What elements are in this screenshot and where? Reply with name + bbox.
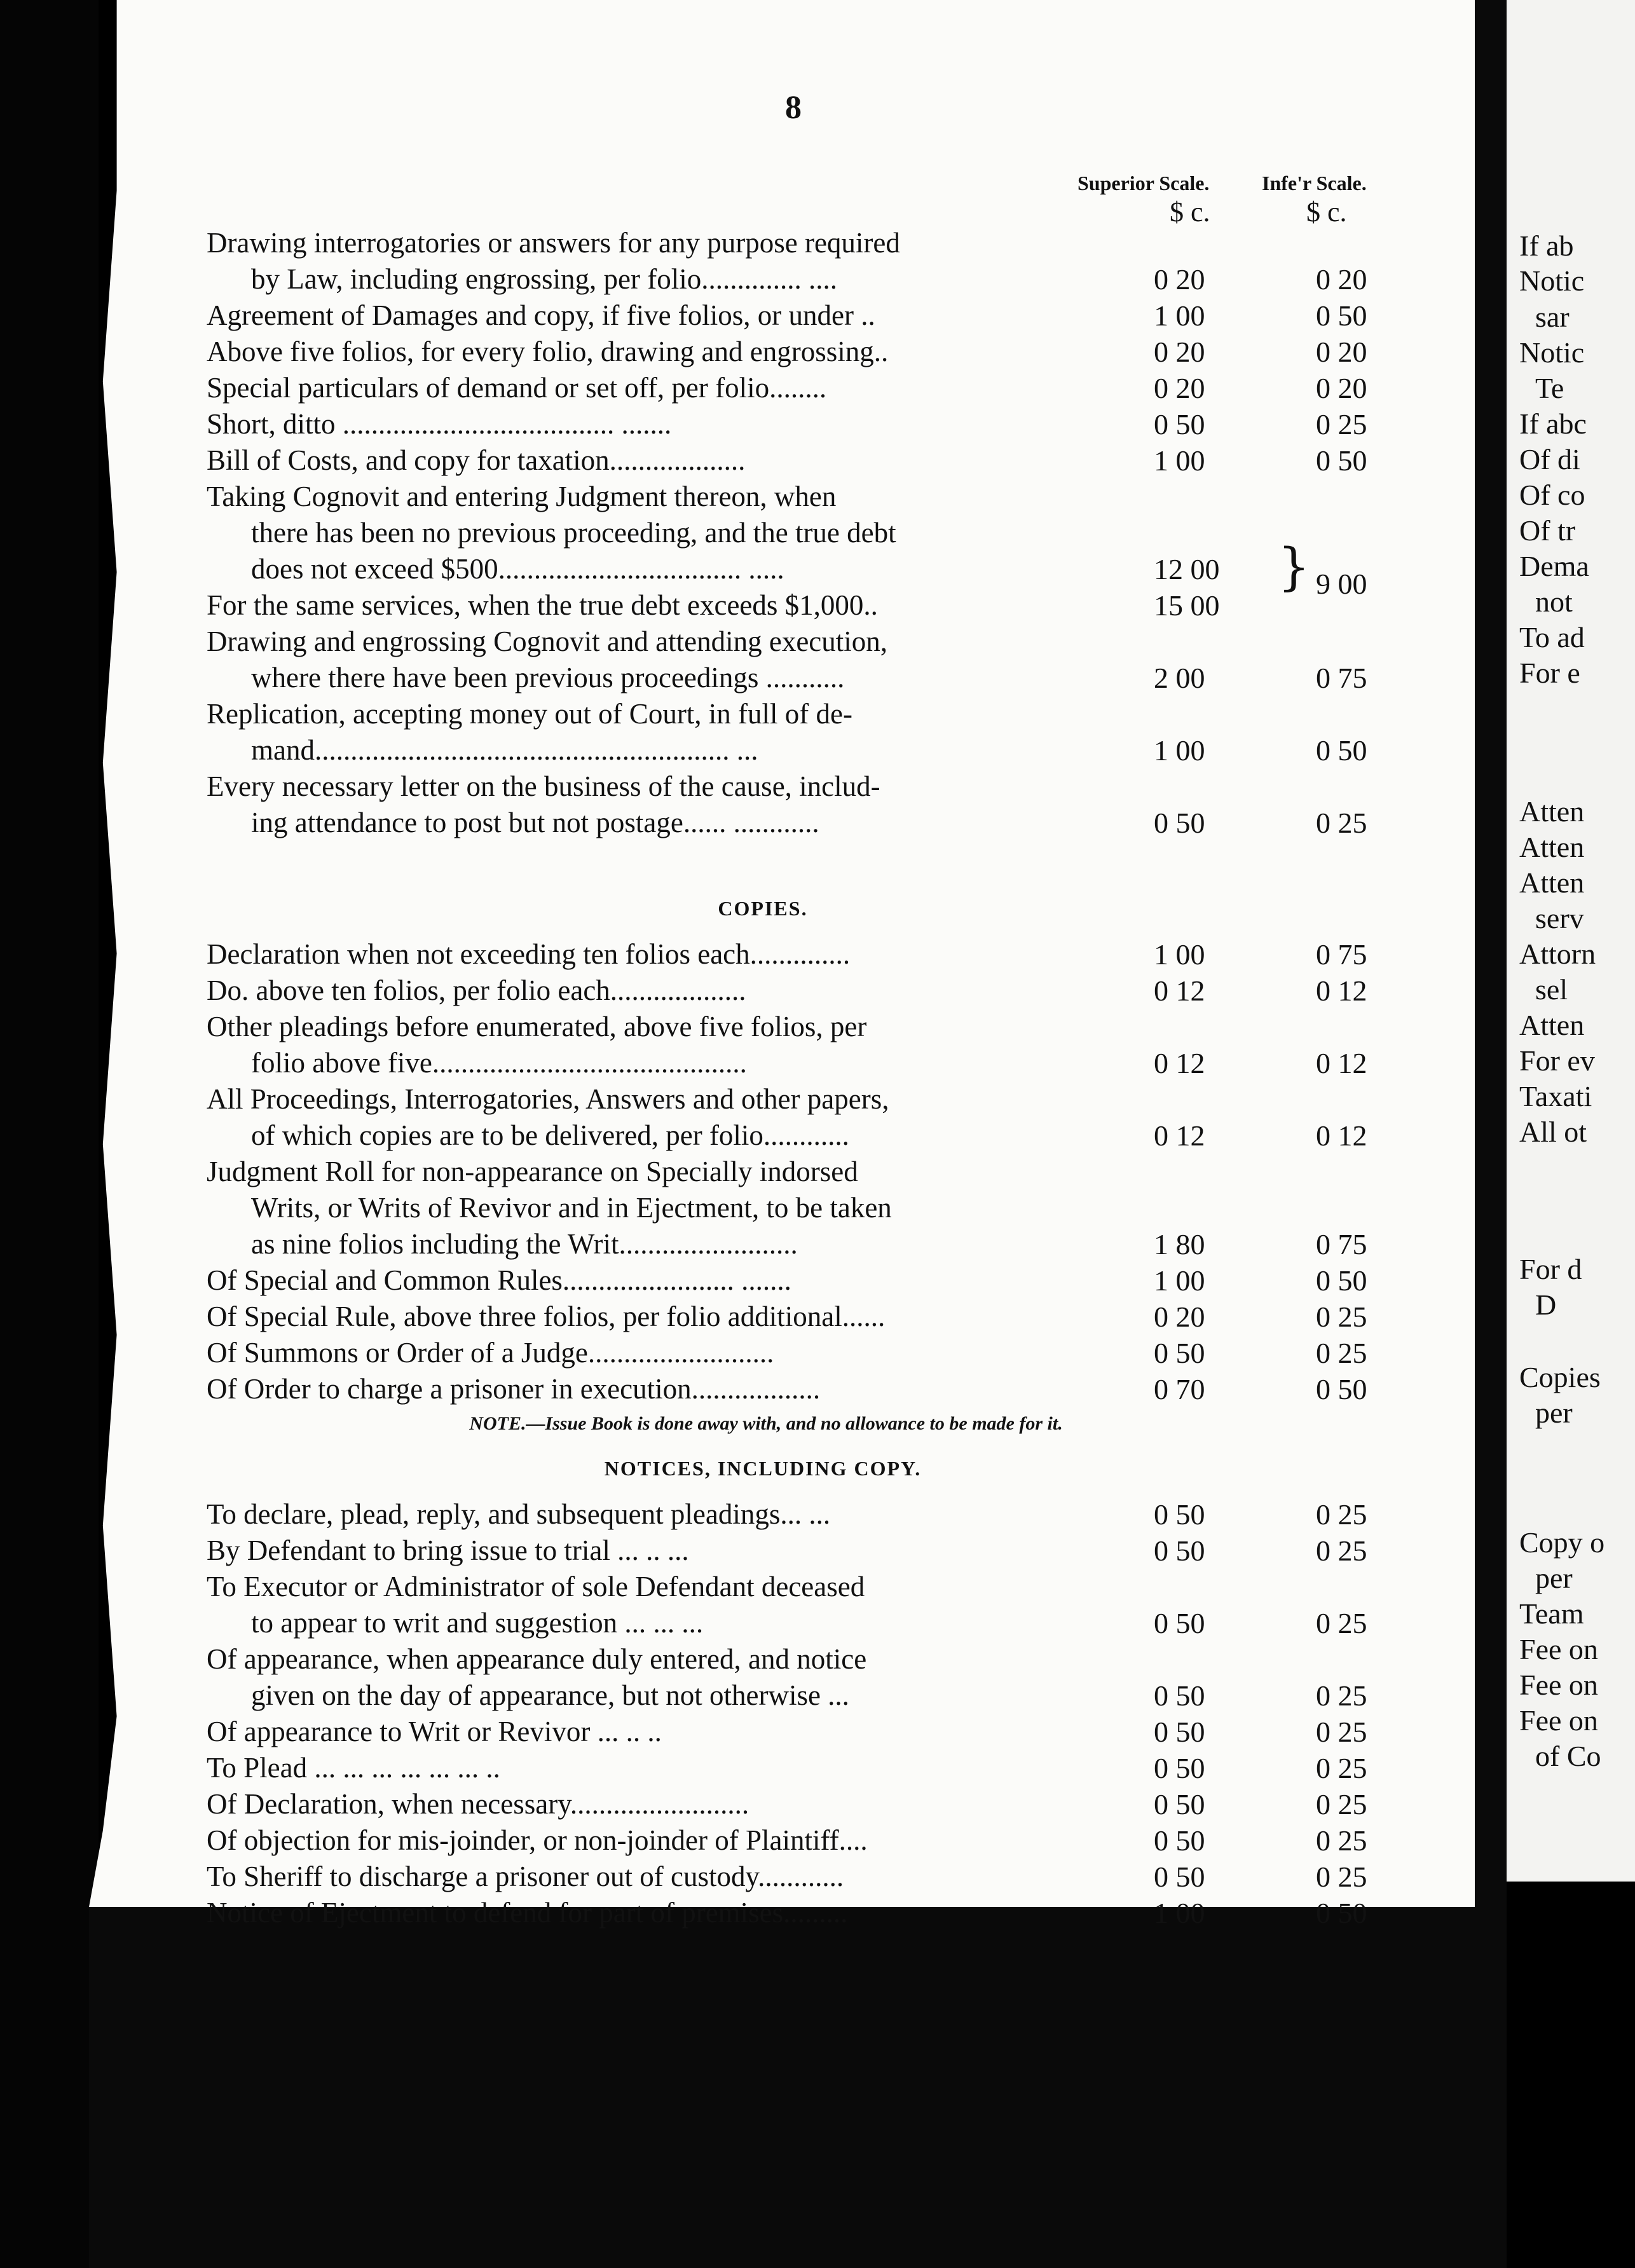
- entry-text: Taking Cognovit and entering Judgment thereon, when: [207, 481, 837, 512]
- copies-heading: COPIES.: [718, 897, 808, 920]
- facing-page-text: Copy o: [1519, 1526, 1605, 1559]
- cognovit-line: [207, 585, 1414, 621]
- page-number: 8: [785, 90, 802, 126]
- facing-page-text: Fee on: [1519, 1633, 1598, 1665]
- notices-heading: NOTICES, INCLUDING COPY.: [604, 1457, 922, 1480]
- entry-text: Of appearance to Writ or Revivor ... .. ..: [207, 1716, 662, 1747]
- fee-entry-line: [207, 621, 1414, 657]
- fee-entry-line: [207, 802, 1414, 838]
- superior-value: 1 80: [1154, 1228, 1205, 1260]
- entry-text: Special particulars of demand or set off, per folio........: [207, 372, 827, 404]
- inferior-value: 0 20: [1316, 263, 1367, 296]
- superior-scale-header: Superior Scale.: [1077, 172, 1210, 195]
- copies-entry-line: [207, 1369, 1414, 1405]
- facing-page-text: For ev: [1519, 1044, 1595, 1077]
- entry-text: Other pleadings before enumerated, above five folios, per: [207, 1011, 867, 1042]
- fee-entry-line: [207, 331, 1414, 367]
- inferior-value: 0 25: [1316, 1607, 1367, 1639]
- fee-entry-line: [207, 404, 1414, 440]
- facing-page-text: Of co: [1519, 479, 1585, 511]
- facing-page-text: Dema: [1519, 550, 1589, 582]
- notice-entry-line: [207, 1566, 1414, 1602]
- facing-page-text: D: [1535, 1288, 1557, 1321]
- copies-entry-line: [207, 1187, 1414, 1224]
- superior-value: 1 00: [1154, 938, 1205, 971]
- facing-page-text: Atten: [1519, 866, 1585, 899]
- copies-entry-line: [207, 1332, 1414, 1369]
- entry-text: Declaration when not exceeding ten folios each..............: [207, 938, 851, 970]
- facing-page-text: Notic: [1519, 264, 1585, 297]
- superior-value: 0 50: [1154, 1607, 1205, 1639]
- entry-text: of which copies are to be delivered, per folio............: [251, 1119, 849, 1151]
- copies-entry-line: [207, 1042, 1414, 1079]
- entry-text: Of Special Rule, above three folios, per folio additional......: [207, 1301, 886, 1332]
- entry-text: Short, ditto ...................................... .......: [207, 408, 672, 440]
- superior-value: 0 20: [1154, 336, 1205, 368]
- inferior-value: 0 25: [1316, 1679, 1367, 1712]
- notice-entry-line: [207, 1639, 1414, 1675]
- facing-page-text: Attorn: [1519, 938, 1596, 970]
- superior-value: 1 00: [1154, 299, 1205, 332]
- facing-page-text: Fee on: [1519, 1669, 1598, 1701]
- copies-entry-line: [207, 1006, 1414, 1042]
- entry-text: Of Declaration, when necessary.........................: [207, 1788, 749, 1820]
- fee-entry-line: [207, 730, 1414, 766]
- notice-entry-line: [207, 1856, 1414, 1892]
- entry-text: does not exceed $500.................................. .....: [251, 553, 784, 585]
- inferior-value: 0 75: [1316, 938, 1367, 971]
- entry-text: mand.......................................................... ...: [251, 734, 758, 766]
- superior-value: 0 20: [1154, 372, 1205, 404]
- facing-page-text: For e: [1519, 657, 1580, 689]
- notice-entry-line: [207, 1711, 1414, 1747]
- entry-text: Drawing interrogatories or answers for any purpose required: [207, 227, 900, 259]
- facing-page-text: sel: [1535, 973, 1568, 1006]
- inferior-value: 9 00: [1316, 568, 1367, 600]
- fee-entry-line: [207, 222, 1414, 259]
- spacer: [207, 838, 1414, 883]
- facing-page-text: Te: [1535, 372, 1564, 404]
- entry-text: To Executor or Administrator of sole Defendant deceased: [207, 1571, 865, 1602]
- entry-text: Writs, or Writs of Revivor and in Ejectment, to be taken: [251, 1192, 892, 1224]
- fee-entry-line: [207, 657, 1414, 693]
- facing-page-text: Taxati: [1519, 1080, 1592, 1112]
- superior-value: 0 12: [1154, 1119, 1205, 1152]
- inferior-value: 0 50: [1316, 1897, 1367, 1929]
- entry-text: Above five folios, for every folio, drawing and engrossing..: [207, 336, 889, 367]
- entry-text: Of Summons or Order of a Judge..........................: [207, 1337, 774, 1369]
- inferior-value: 0 25: [1316, 1337, 1367, 1369]
- inferior-value: 0 50: [1316, 1373, 1367, 1405]
- inferior-value: 0 50: [1316, 444, 1367, 477]
- facing-page-text: Fee on: [1519, 1704, 1598, 1737]
- notice-entry-line: [207, 1784, 1414, 1820]
- issue-book-note: NOTE.—Issue Book is done away with, and no allowance to be made for it.: [469, 1413, 1063, 1434]
- notice-entry-line: [207, 1675, 1414, 1711]
- cognovit-line: [207, 512, 1414, 549]
- superior-value: 0 50: [1154, 807, 1205, 839]
- entry-text: by Law, including engrossing, per folio.............. ....: [251, 263, 837, 295]
- copies-entry-line: [207, 1079, 1414, 1115]
- facing-page-text: sar: [1535, 301, 1570, 333]
- copies-entry-line: [207, 1151, 1414, 1187]
- facing-page-text: Of tr: [1519, 514, 1576, 547]
- cognovit-line: [207, 476, 1414, 512]
- entry-text: Of objection for mis-joinder, or non-joinder of Plaintiff....: [207, 1824, 868, 1856]
- inferior-currency-header: $ c.: [1306, 196, 1347, 228]
- facing-page-text: If abc: [1519, 407, 1587, 440]
- superior-value: 0 50: [1154, 1679, 1205, 1712]
- entry-text: Every necessary letter on the business of the cause, includ-: [207, 770, 880, 802]
- inferior-value: 0 50: [1316, 299, 1367, 332]
- inferior-value: 0 20: [1316, 336, 1367, 368]
- facing-page-text: For d: [1519, 1253, 1582, 1285]
- entry-text: Of Special and Common Rules........................ .......: [207, 1264, 791, 1296]
- superior-value: 1 00: [1154, 444, 1205, 477]
- inferior-value: 0 25: [1316, 1788, 1367, 1821]
- superior-value: 0 20: [1154, 263, 1205, 296]
- fee-entry-line: [207, 693, 1414, 730]
- superior-value: 0 50: [1154, 1824, 1205, 1857]
- copies-entry-line: [207, 1296, 1414, 1332]
- facing-page-text: Notic: [1519, 336, 1585, 369]
- inferior-value: 0 12: [1316, 1047, 1367, 1079]
- entry-text: To Plead ... ... ... ... ... ... ..: [207, 1752, 500, 1784]
- facing-page-text: Atten: [1519, 795, 1585, 828]
- inferior-value: 0 20: [1316, 372, 1367, 404]
- superior-value: 0 50: [1154, 1337, 1205, 1369]
- notice-entry-line: [207, 1530, 1414, 1566]
- notice-entry-line: [207, 1892, 1414, 1929]
- inferior-value: 0 50: [1316, 1264, 1367, 1297]
- entry-text: ing attendance to post but not postage...... ............: [251, 807, 819, 838]
- superior-value: 1 00: [1154, 1264, 1205, 1297]
- entry-text: Of Order to charge a prisoner in execution..................: [207, 1373, 821, 1405]
- fee-entry-line: [207, 766, 1414, 802]
- facing-page-text: To ad: [1519, 621, 1585, 653]
- facing-page-text: per: [1535, 1397, 1573, 1429]
- inferior-value: 0 25: [1316, 1301, 1367, 1333]
- inferior-value: 0 25: [1316, 807, 1367, 839]
- superior-value: 0 50: [1154, 1752, 1205, 1784]
- entry-text: folio above five............................................: [251, 1047, 747, 1079]
- scan-bottom-edge: [89, 1907, 1475, 2268]
- facing-page-text: of Co: [1535, 1740, 1601, 1772]
- inferior-value: 0 25: [1316, 1861, 1367, 1893]
- entry-text: there has been no previous proceeding, and the true debt: [251, 517, 896, 549]
- facing-page-text: Of di: [1519, 443, 1580, 475]
- entry-text: where there have been previous proceedings ...........: [251, 662, 845, 693]
- inferior-value: 0 12: [1316, 1119, 1367, 1152]
- copies-entry-line: [207, 934, 1414, 970]
- entry-text: To Sheriff to discharge a prisoner out of custody............: [207, 1861, 844, 1892]
- entry-text: Of appearance, when appearance duly entered, and notice: [207, 1643, 867, 1675]
- facing-page-text: All ot: [1519, 1116, 1587, 1148]
- notice-entry-line: [207, 1747, 1414, 1784]
- superior-value: 0 50: [1154, 1716, 1205, 1748]
- superior-value: 0 12: [1154, 1047, 1205, 1079]
- fee-entry-line: [207, 440, 1414, 476]
- superior-value: 0 50: [1154, 1534, 1205, 1567]
- superior-value: 15 00: [1154, 589, 1220, 622]
- inferior-value: 0 12: [1316, 974, 1367, 1007]
- brace-symbol: }: [1278, 537, 1310, 596]
- superior-value: 0 50: [1154, 408, 1205, 441]
- copies-entry-line: [207, 1115, 1414, 1151]
- entry-text: Drawing and engrossing Cognovit and attending execution,: [207, 625, 888, 657]
- entry-text: For the same services, when the true debt exceeds $1,000..: [207, 589, 878, 621]
- superior-value: 0 70: [1154, 1373, 1205, 1405]
- superior-value: 2 00: [1154, 662, 1205, 694]
- inferior-value: 0 25: [1316, 1752, 1367, 1784]
- inferior-value: 0 75: [1316, 1228, 1367, 1260]
- entry-text: as nine folios including the Writ.........................: [251, 1228, 798, 1260]
- entry-text: To declare, plead, reply, and subsequent pleadings... ...: [207, 1498, 831, 1530]
- superior-value: 12 00: [1154, 553, 1220, 585]
- inferior-value: 0 25: [1316, 1824, 1367, 1857]
- facing-page-text: Atten: [1519, 1009, 1585, 1041]
- entry-text: Bill of Costs, and copy for taxation...................: [207, 444, 746, 476]
- entry-text: to appear to writ and suggestion ... ... ...: [251, 1607, 704, 1639]
- superior-value: 0 20: [1154, 1301, 1205, 1333]
- fee-entry-line: [207, 367, 1414, 404]
- fee-entry-line: [207, 259, 1414, 295]
- entry-text: By Defendant to bring issue to trial ... .. ...: [207, 1534, 689, 1566]
- entry-text: Notice of Ejectment to defend for part of premises.........: [207, 1897, 848, 1929]
- facing-page-text: Team: [1519, 1597, 1584, 1630]
- superior-value: 1 00: [1154, 734, 1205, 767]
- superior-value: 0 12: [1154, 974, 1205, 1007]
- inferior-scale-header: Infe'r Scale.: [1262, 172, 1367, 195]
- inferior-value: 0 25: [1316, 1498, 1367, 1531]
- inferior-value: 0 25: [1316, 408, 1367, 441]
- superior-value: 0 50: [1154, 1861, 1205, 1893]
- inferior-value: 0 25: [1316, 1534, 1367, 1567]
- entry-text: Judgment Roll for non-appearance on Specially indorsed: [207, 1156, 858, 1187]
- notice-entry-line: [207, 1602, 1414, 1639]
- scan-left-edge: [0, 0, 99, 2268]
- notice-entry-line: [207, 1494, 1414, 1530]
- cognovit-line: [207, 549, 1414, 585]
- inferior-value: 0 25: [1316, 1716, 1367, 1748]
- inferior-value: 0 50: [1316, 734, 1367, 767]
- copies-entry-line: [207, 970, 1414, 1006]
- superior-value: 1 00: [1154, 1897, 1205, 1929]
- facing-page-text: Copies: [1519, 1361, 1601, 1393]
- copies-entry-line: [207, 1260, 1414, 1296]
- book-gutter: [1475, 0, 1507, 2268]
- entry-text: Replication, accepting money out of Court, in full of de-: [207, 698, 852, 730]
- fee-entry-line: [207, 295, 1414, 331]
- inferior-value: 0 75: [1316, 662, 1367, 694]
- facing-page-text: serv: [1535, 902, 1584, 934]
- entry-text: given on the day of appearance, but not otherwise ...: [251, 1679, 849, 1711]
- superior-value: 0 50: [1154, 1788, 1205, 1821]
- facing-page-text: Atten: [1519, 831, 1585, 863]
- superior-currency-header: $ c.: [1170, 196, 1210, 228]
- facing-page-fragment: [1507, 0, 1635, 1882]
- facing-page-text: If ab: [1519, 229, 1574, 262]
- facing-page-text: not: [1535, 585, 1573, 618]
- copies-entry-line: [207, 1224, 1414, 1260]
- entry-text: All Proceedings, Interrogatories, Answers and other papers,: [207, 1083, 889, 1115]
- notice-entry-line: [207, 1820, 1414, 1856]
- facing-page-text: per: [1535, 1562, 1573, 1594]
- superior-value: 0 50: [1154, 1498, 1205, 1531]
- fee-table: [207, 222, 1414, 1929]
- entry-text: Do. above ten folios, per folio each...................: [207, 974, 746, 1006]
- entry-text: Agreement of Damages and copy, if five folios, or under ..: [207, 299, 875, 331]
